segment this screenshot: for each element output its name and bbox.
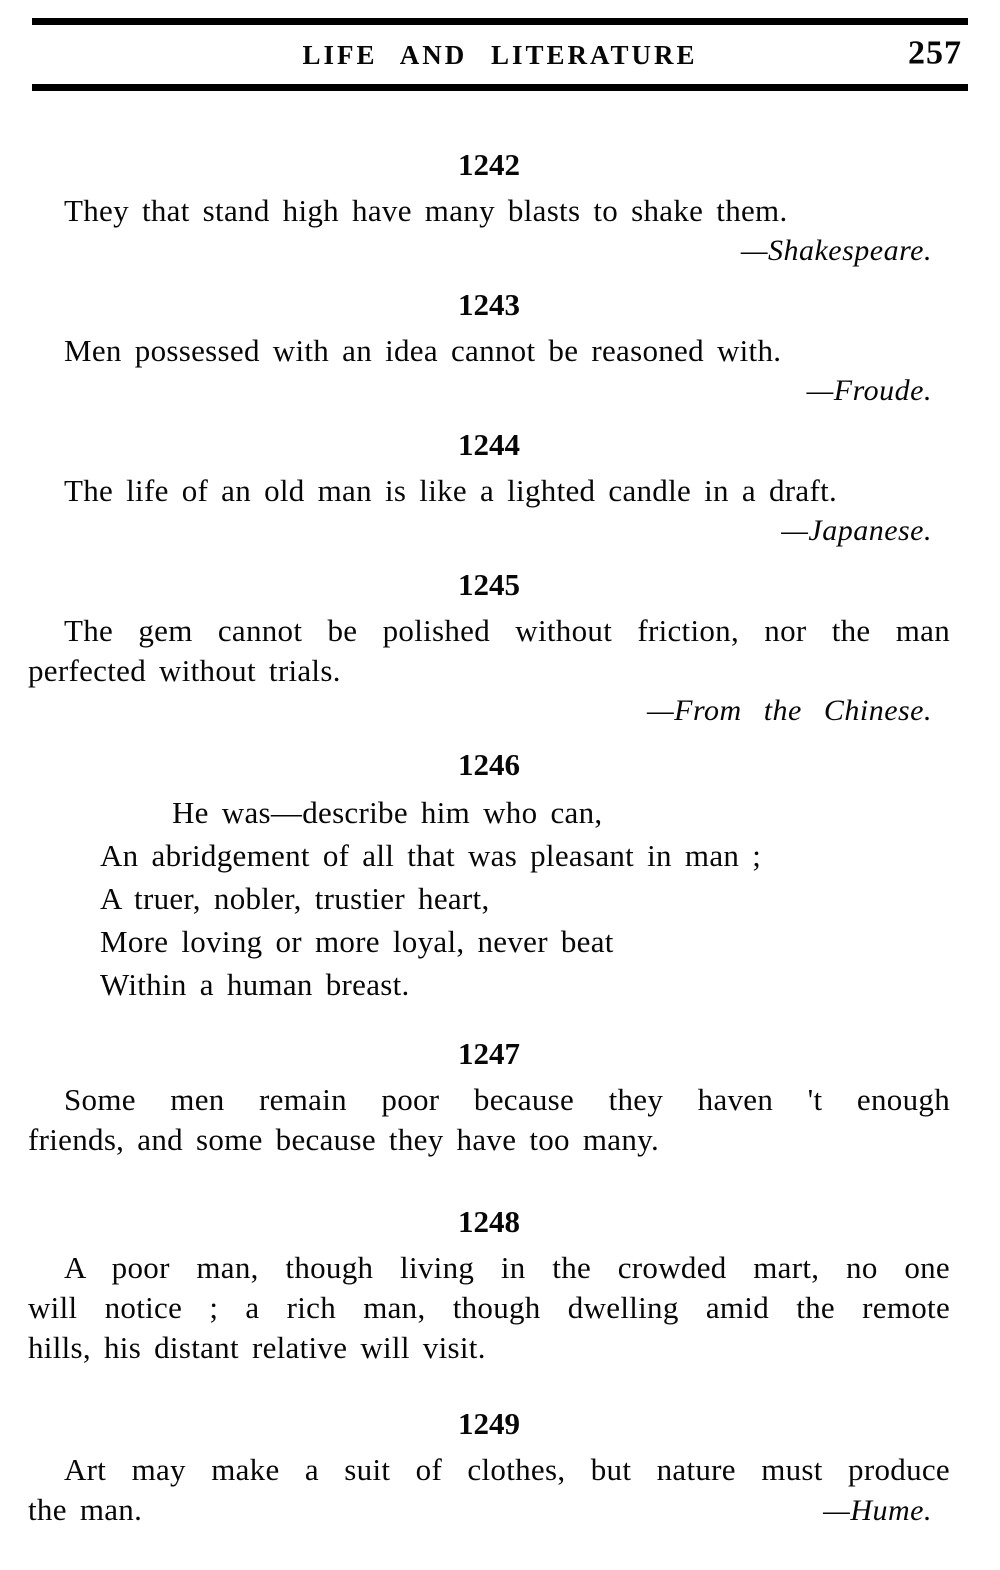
- quote-line: Art may make a suit of clothes, but nature must produce: [64, 1452, 950, 1487]
- quote-attribution: —Froude.: [806, 374, 932, 407]
- attribution-row: [28, 511, 950, 551]
- quote-1243: [28, 287, 950, 411]
- quote-line: hills, his distant relative will visit.: [28, 1330, 486, 1365]
- page-title: LIFE AND LITERATURE: [302, 40, 698, 70]
- quote-attribution: —From the Chinese.: [646, 694, 932, 727]
- quote-line: Men possessed with an idea cannot be reasoned with.: [64, 333, 782, 368]
- quote-number: 1247: [458, 1036, 520, 1071]
- quote-attribution: —Japanese.: [781, 514, 932, 547]
- quote-number: 1249: [458, 1406, 520, 1441]
- running-head: [0, 25, 1000, 84]
- attribution-row: [28, 231, 950, 271]
- quote-body: [28, 331, 950, 371]
- poem-line: More loving or more loyal, never beat: [100, 924, 614, 959]
- header-rule: [32, 84, 968, 91]
- quote-body: [28, 1080, 950, 1160]
- page-header: [0, 18, 1000, 91]
- quote-1244: [28, 427, 950, 551]
- poem-line: Within a human breast.: [100, 967, 410, 1002]
- quote-1245: [28, 567, 950, 731]
- quote-body: [28, 1450, 950, 1531]
- quote-line: The gem cannot be polished without friction, nor the man: [64, 613, 950, 648]
- poem-line: A truer, nobler, trustier heart,: [100, 881, 490, 916]
- quote-line: They that stand high have many blasts to shake them.: [64, 193, 788, 228]
- quote-body: [28, 1248, 950, 1368]
- quote-line: Some men remain poor because they haven 't enough: [64, 1082, 950, 1117]
- attribution-row: [28, 691, 950, 731]
- quote-number: 1244: [458, 427, 520, 462]
- quote-line: [28, 1490, 950, 1531]
- page-number: 257: [908, 33, 962, 71]
- poem-line: An abridgement of all that was pleasant in man ;: [100, 838, 762, 873]
- quote-1249: [28, 1406, 950, 1531]
- quote-number: 1248: [458, 1204, 520, 1239]
- quote-number: 1243: [458, 287, 520, 322]
- quote-1247: [28, 1036, 950, 1160]
- quote-1242: [28, 147, 950, 271]
- quote-line-text: the man.: [28, 1492, 143, 1527]
- quote-number: 1242: [458, 147, 520, 182]
- quote-line: friends, and some because they have too many.: [28, 1122, 659, 1157]
- quote-body: [28, 191, 950, 231]
- quote-1246: [28, 747, 950, 1006]
- quote-number: 1246: [458, 747, 520, 782]
- attribution-row: [28, 371, 950, 411]
- quote-attribution: —Shakespeare.: [740, 234, 932, 267]
- quote-line: A poor man, though living in the crowded mart, no one: [64, 1250, 950, 1285]
- quotes: [28, 147, 950, 1531]
- quote-1248: [28, 1204, 950, 1368]
- quote-body: [28, 471, 950, 511]
- top-rule: [32, 18, 968, 25]
- quote-body: [28, 611, 950, 691]
- poem-line: He was—describe him who can,: [172, 795, 603, 830]
- quote-line: perfected without trials.: [28, 653, 341, 688]
- quote-number: 1245: [458, 567, 520, 602]
- poem-body: [100, 791, 950, 1006]
- quote-line: The life of an old man is like a lighted candle in a draft.: [64, 473, 838, 508]
- quote-attribution: —Hume.: [823, 1494, 932, 1527]
- quote-line: will notice ; a rich man, though dwelling amid the remote: [28, 1290, 950, 1325]
